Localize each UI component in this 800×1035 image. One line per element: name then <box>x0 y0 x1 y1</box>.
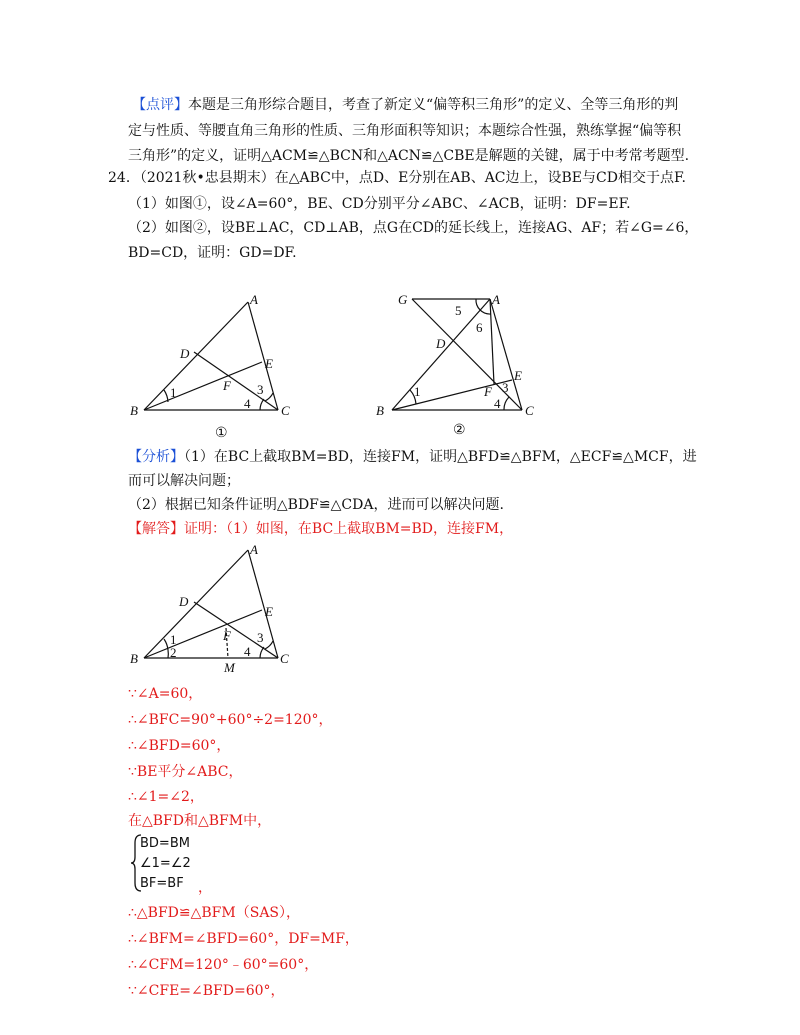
fig2-angle-6: 6 <box>476 320 483 335</box>
fig3-label-b: B <box>130 651 138 666</box>
fig2-label-d: D <box>436 336 446 351</box>
fig2-label-e: E <box>514 368 522 383</box>
fig3-angle-3: 3 <box>257 630 264 645</box>
fig2-label-f: F <box>484 384 492 399</box>
system-eq-1: BD=BM <box>140 836 190 851</box>
fig1-caption: ① <box>215 426 228 440</box>
fig3-angle-arc-3 <box>265 641 273 649</box>
system-comma: ， <box>198 880 212 896</box>
comment-line-3: 三角形”的定义，证明△ACM≌△BCN和△ACN≌△CBE是解题的关键，属于中考常考题型. <box>128 148 690 164</box>
fig1-label-c: C <box>281 403 290 418</box>
fig2-label-g: G <box>398 292 408 307</box>
solution-intro <box>128 519 513 539</box>
step-8: ∴∠CFM=120°﹣60°=60°， <box>128 957 319 973</box>
comment-line-2: 定与性质、等腰直角三角形的性质、三角形面积等知识；本题综合性强，熟练掌握“偏等积 <box>128 123 682 139</box>
question-number: 24． <box>108 170 140 186</box>
fig2-label-b: B <box>376 403 384 418</box>
step-2: ∴∠BFC=90°+60°÷2=120°， <box>128 712 333 728</box>
system-eq-3: BF=BF <box>140 876 184 891</box>
fig2-label-c: C <box>525 403 534 418</box>
figure-1 <box>120 290 300 440</box>
analysis-line-1 <box>128 447 697 467</box>
fig1-angle-arc-1 <box>164 390 168 402</box>
fig2-caption: ② <box>453 423 466 438</box>
step-1: ∵∠A=60， <box>128 686 203 702</box>
question-stem-text: （2021秋•忠县期末）在△ABC中，点D、E分别在AB、AC边上，设BE与CD相交于点F. <box>139 170 686 186</box>
step-5: ∴∠1=∠2， <box>128 789 204 805</box>
step-3: ∴∠BFD=60°， <box>128 738 231 754</box>
in-triangles-line: 在△BFD和△BFM中， <box>128 813 272 829</box>
step-9: ∵∠CFE=∠BFD=60°， <box>128 983 285 999</box>
analysis-tag: 【分析】 <box>128 449 184 465</box>
question-part2-line2: BD=CD，证明：GD=DF. <box>128 245 297 261</box>
fig3-angle-arc-4 <box>260 647 264 658</box>
figure-3 <box>122 540 302 675</box>
fig1-label-f: F <box>223 378 231 393</box>
fig2-angle-arc-4 <box>504 397 509 410</box>
step-6: ∴△BFD≌△BFM（SAS）， <box>128 905 301 921</box>
fig2-angle-5: 5 <box>455 303 462 318</box>
solution-intro-text: 证明：（1）如图，在BC上截取BM=BD，连接FM， <box>184 521 514 537</box>
fig1-label-a: A <box>250 292 258 307</box>
fig1-angle-1: 1 <box>170 385 177 400</box>
fig3-label-d: D <box>179 594 189 609</box>
fig2-angle-3: 3 <box>502 380 509 395</box>
analysis-line-3: （2）根据已知条件证明△BDF≌△CDA，进而可以解决问题. <box>128 497 504 513</box>
step-7: ∴∠BFM=∠BFD=60°，DF=MF， <box>128 931 359 947</box>
fig3-label-e: E <box>265 604 273 619</box>
fig3-label-a: A <box>250 542 258 557</box>
fig3-angle-4: 4 <box>244 644 251 659</box>
figure-2 <box>370 288 550 440</box>
fig1-side-ab <box>144 302 248 410</box>
comment-tag: 【点评】 <box>132 97 188 113</box>
fig1-angle-arc-3 <box>265 393 273 401</box>
comment-text-1: 本题是三角形综合题目，考查了新定义“偏等积三角形”的定义、全等三角形的判 <box>188 97 679 113</box>
question-part1: （1）如图①，设∠A=60°，BE、CD分别平分∠ABC、∠ACB，证明：DF=EF. <box>128 196 631 212</box>
step-4: ∵BE平分∠ABC， <box>128 764 243 780</box>
solution-tag: 【解答】 <box>128 521 184 537</box>
question-stem <box>108 168 686 188</box>
fig1-label-b: B <box>130 403 138 418</box>
fig2-angle-1: 1 <box>414 384 421 399</box>
analysis-text-1: （1）在BC上截取BM=BD，连接FM，证明△BFD≌△BFM，△ECF≌△MCF，进 <box>184 449 697 465</box>
fig3-label-f: F <box>223 628 231 643</box>
fig1-angle-3: 3 <box>257 382 264 397</box>
fig1-angle-arc-4 <box>260 399 264 410</box>
fig3-angle-1: 1 <box>170 632 177 647</box>
fig3-label-m: M <box>224 660 235 675</box>
comment-line-1 <box>132 95 678 115</box>
fig2-angle-4: 4 <box>494 396 501 411</box>
fig2-side-ab <box>392 299 490 410</box>
fig1-label-e: E <box>265 356 273 371</box>
system-eq-2: ∠1=∠2 <box>140 856 191 871</box>
analysis-line-2: 而可以解决问题； <box>128 473 240 489</box>
fig3-angle-arc-1 <box>164 639 168 650</box>
fig2-label-a: A <box>492 292 500 307</box>
fig3-angle-2: 2 <box>170 645 177 660</box>
fig3-label-c: C <box>280 651 289 666</box>
fig1-angle-4: 4 <box>244 396 251 411</box>
question-part2-line1: （2）如图②，设BE⊥AC，CD⊥AB，点G在CD的延长线上，连接AG、AF；若∠G=∠6， <box>128 220 699 236</box>
fig1-label-d: D <box>180 346 190 361</box>
